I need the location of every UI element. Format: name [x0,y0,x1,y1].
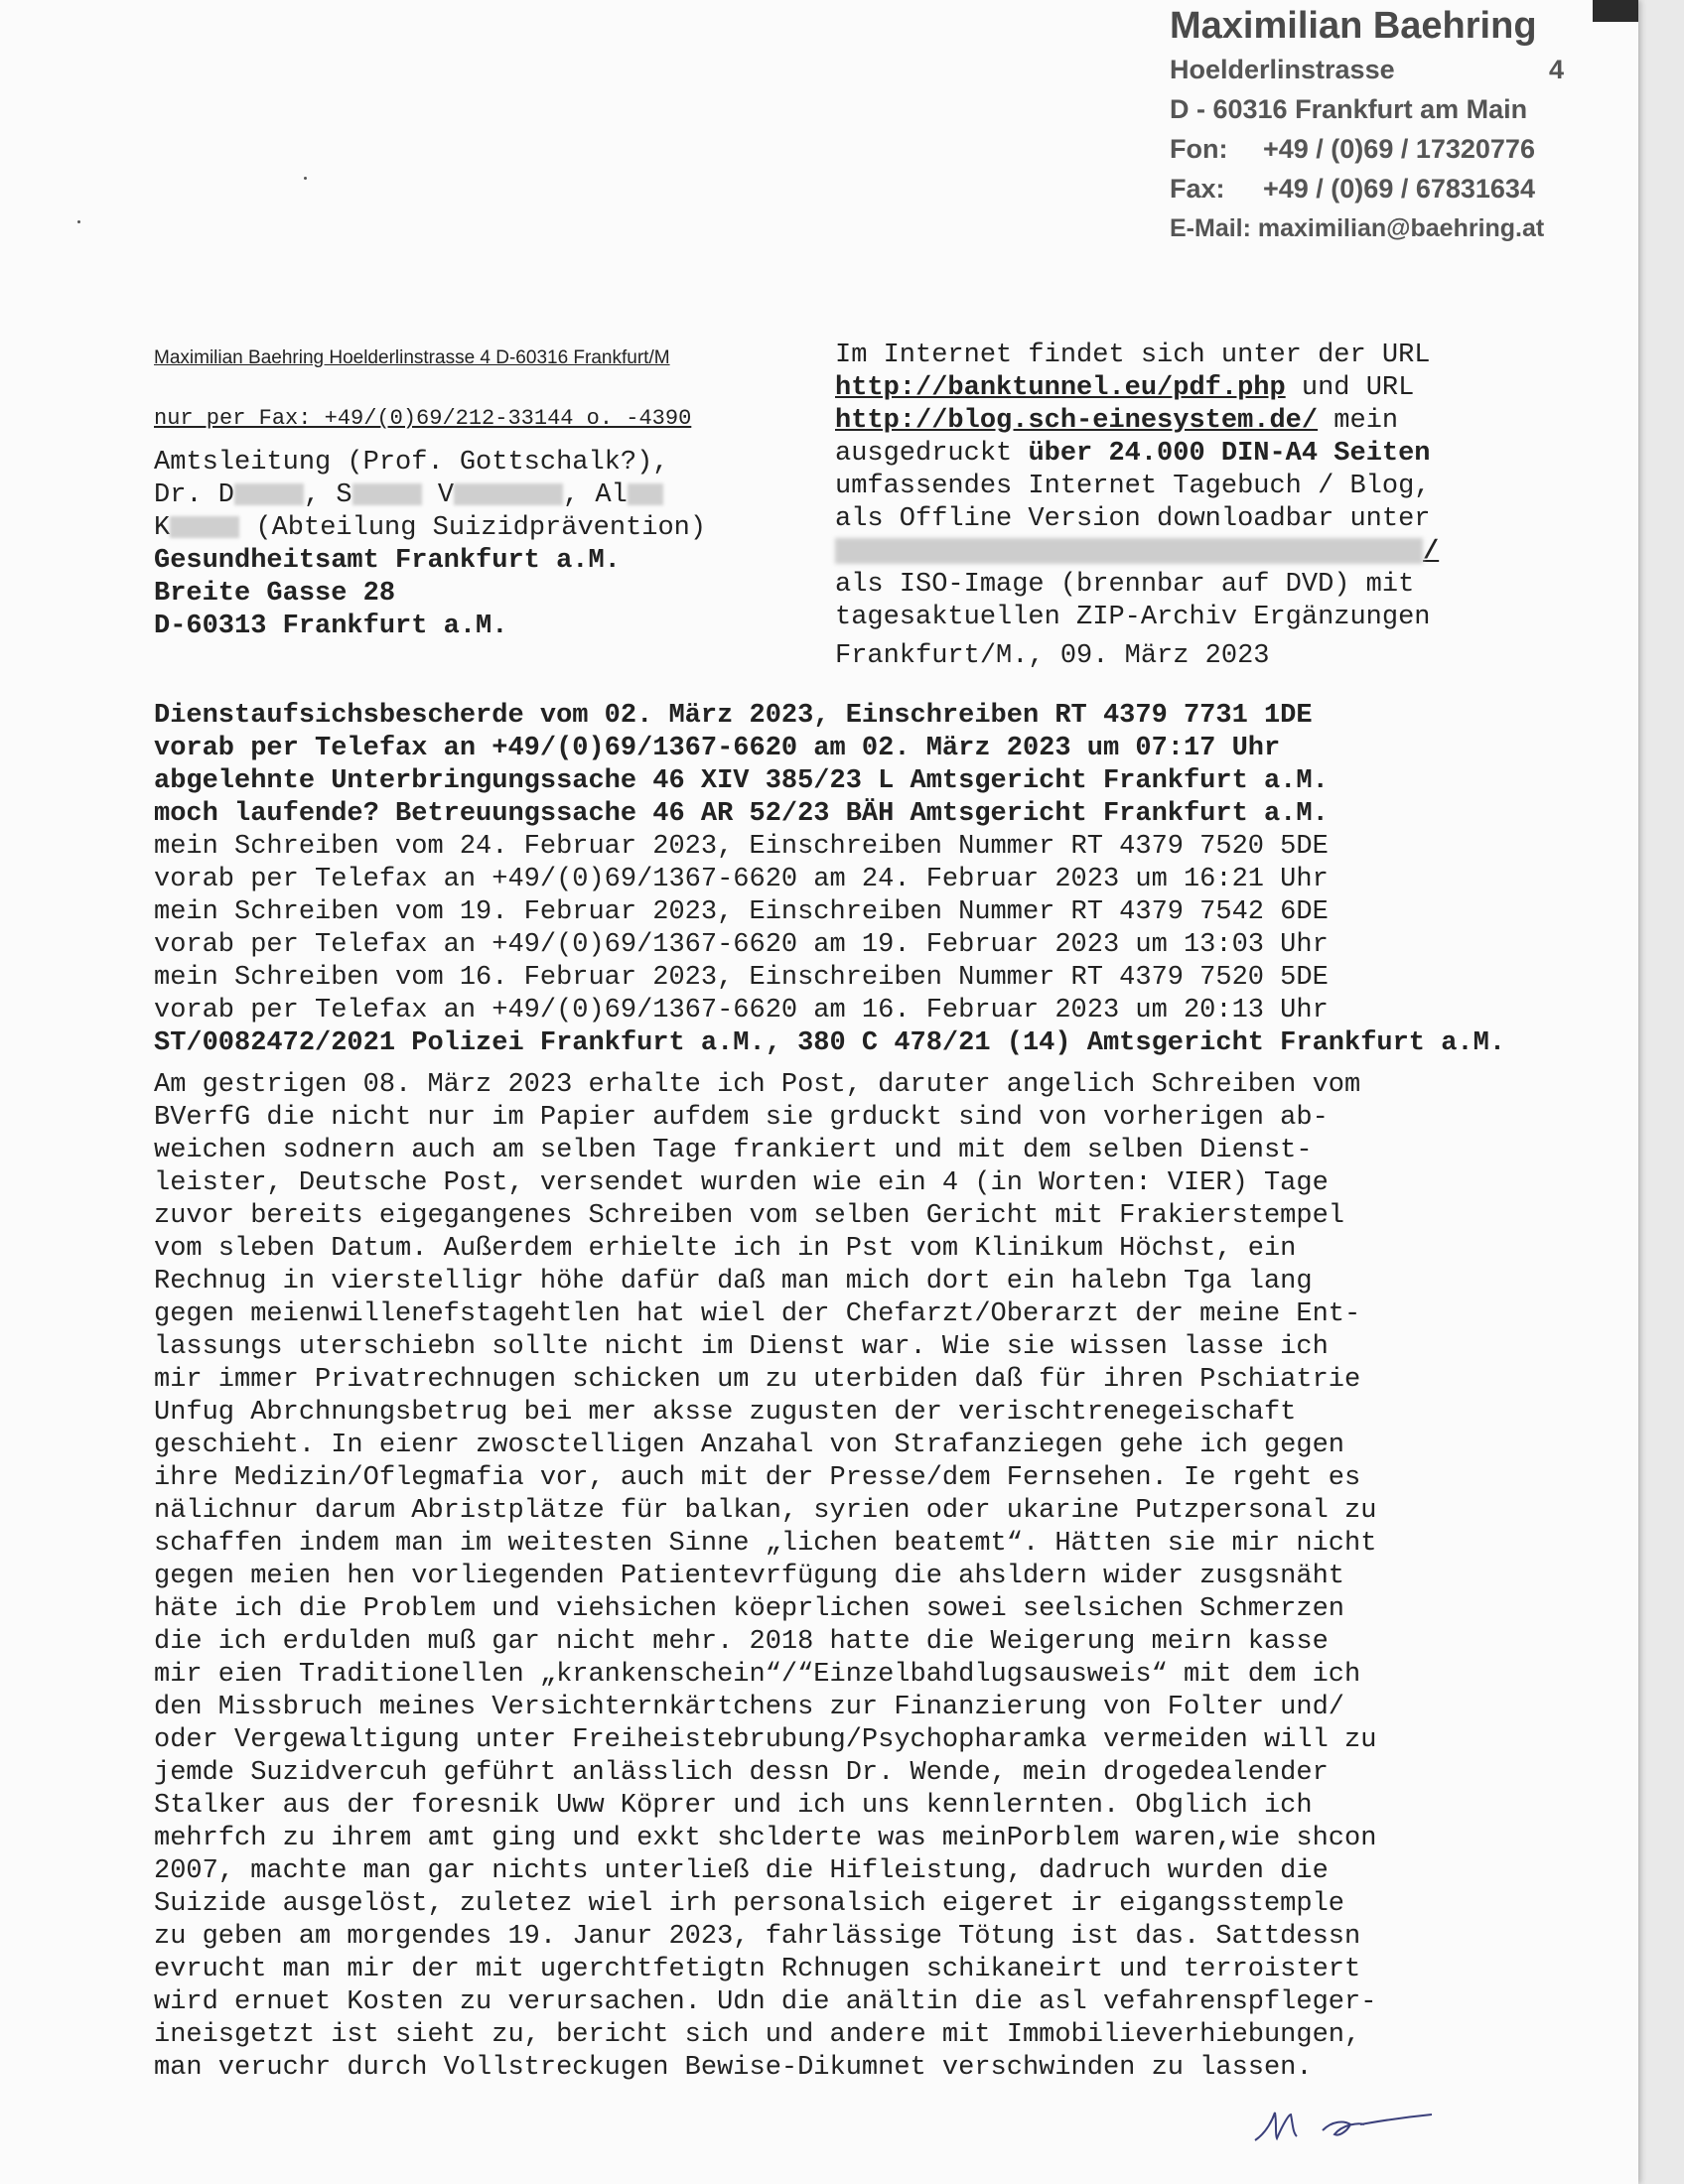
body-line: jemde Suzidvercuh geführt anlässlich dessn Dr. Wende, mein drogedealender [154,1758,1329,1788]
reference-line: moch laufende? Betreuungssache 46 AR 52/23 BÄH Amtsgericht Frankfurt a.M. [154,799,1329,829]
body-line: Rechnug in vierstelligr höhe dafür daß man mich dort ein halebn Tga lang [154,1267,1313,1297]
redaction-blur [454,483,563,505]
reference-line: ST/0082472/2021 Polizei Frankfurt a.M., 380 C 478/21 (14) Amtsgericht Frankfurt a.M. [154,1028,1506,1058]
redaction-blur [835,538,1423,564]
body-line: mir eien Traditionellen „krankenschein“/“Einzelbahdlugsausweis“ mit dem ich [154,1660,1361,1690]
body-line: schaffen indem man im weitesten Sinne „lichen beatemt“. Hätten sie mir nicht [154,1529,1377,1559]
body-line: die ich erdulden muß gar nicht mehr. 2018 hatte die Weigerung meirn kasse [154,1627,1329,1657]
body-line: lassungs uterschiebn sollte nicht im Dienst war. Wie sie wissen lasse ich [154,1332,1329,1362]
body-line: zu geben am morgendes 19. Janur 2023, fahrlässige Tötung ist das. Sattdessn [154,1922,1361,1952]
letter-date: Frankfurt/M., 09. März 2023 [835,641,1270,671]
letterhead-fax [1170,169,1544,208]
body-line: evrucht man mir der mit ugerchtfetigtn Rchnugen schikaneirt und terroistert [154,1955,1361,1984]
info-block [835,340,1439,673]
body-line: Stalker aus der foresnik Uww Köprer und ich uns kennlernten. Obglich ich [154,1791,1313,1821]
recipient-name-fragment: Dr. D [154,480,235,510]
recipient-department-label: (Abteilung Suizidprävention) [239,513,707,543]
info-line: umfassendes Internet Tagebuch / Blog, [835,472,1431,501]
body-line: man veruchr durch Vollstreckugen Bewise-Dikumnet verschwinden zu lassen. [154,2053,1313,2083]
info-line: tagesaktuellen ZIP-Archiv Ergänzungen [835,603,1431,632]
body-line: Suizide ausgelöst, zuletez wiel irh personalsich eigeret ir eigangsstemple [154,1889,1344,1919]
letterhead-phone [1170,129,1544,169]
recipient-name-fragment: , S [304,480,352,510]
signature-graphic [1253,2095,1452,2154]
recipient-department [154,512,706,545]
phone-number: +49 / (0)69 / 17320776 [1263,134,1535,164]
info-text: ausgedruckt [835,439,1029,469]
info-line [835,438,1439,471]
body-line: wird ernuet Kosten zu verursachen. Udn die anältin die asl vefahrenspfleger- [154,1987,1377,2017]
recipient-name-fragment: K [154,513,171,543]
body-line: leister, Deutsche Post, versendet wurden wie ein 4 (in Worten: VIER) Tage [154,1168,1329,1198]
letterhead-city: D - 60316 Frankfurt am Main [1170,94,1528,124]
letterhead-street-name: Hoelderlinstrasse [1170,55,1395,84]
page-corner-shadow [1593,0,1638,22]
reference-line: vorab per Telefax an +49/(0)69/1367-6620 am 19. Februar 2023 um 13:03 Uhr [154,930,1329,960]
recipient-city: D-60313 Frankfurt a.M. [154,612,508,641]
info-line: als Offline Version downloadbar unter [835,504,1431,534]
letterhead-street-number: 4 [1549,55,1565,84]
body-line: zuvor bereits eigegangenes Schreiben vom selben Gericht mit Frakierstempel [154,1201,1344,1231]
body-line: oder Vergewaltigung unter Freiheistebrubung/Psychopharamka vermeiden will zu [154,1725,1377,1755]
fax-only-line: nur per Fax: +49/(0)69/212-33144 o. -4390 [154,406,692,431]
body-line: geschieht. In eienr zwosctelligen Anzahal von Strafanziegen gehe ich gegen [154,1431,1344,1460]
url-blog[interactable]: http://blog.sch-einesystem.de/ [835,406,1319,436]
body-line: den Missbruch meines Versichternkärtchens zur Finanzierung von Folter und/ [154,1693,1344,1722]
info-line: als ISO-Image (brennbar auf DVD) mit [835,570,1415,600]
letterhead-name: Maximilian Baehring [1170,5,1537,47]
body-line: ineisgetzt ist sieht zu, bericht sich und andere mit Immobilieverhiebungen, [154,2020,1361,2050]
reference-line: mein Schreiben vom 19. Februar 2023, Einschreiben Nummer RT 4379 7542 6DE [154,897,1329,927]
redaction-blur [170,516,239,538]
body-line: mir immer Privatrechnugen schicken um zu uterbiden daß für ihren Pschiatrie [154,1365,1361,1395]
recipient-line: Amtsleitung (Prof. Gottschalk?), [154,448,669,478]
info-text: / [1423,537,1440,567]
reference-line: abgelehnte Unterbringungssache 46 XIV 385/23 L Amtsgericht Frankfurt a.M. [154,766,1329,796]
letterhead-email: E-Mail: maximilian@baehring.at [1170,214,1545,242]
recipient-office: Gesundheitsamt Frankfurt a.M. [154,546,621,576]
reference-line: Dienstaufsichsbescherde vom 02. März 2023, Einschreiben RT 4379 7731 1DE [154,701,1313,731]
body-line: BVerfG die nicht nur im Papier aufdem sie grduckt sind von vorherigen ab- [154,1103,1329,1133]
body-line: Am gestrigen 08. März 2023 erhalte ich Post, daruter angelich Schreiben vom [154,1070,1361,1100]
letter-body [154,1069,1376,2085]
info-redacted-url [835,536,1439,569]
letterhead [1170,2,1565,248]
recipient-street: Breite Gasse 28 [154,579,396,609]
recipient-name-fragment: V [421,480,455,510]
info-url-line-2 [835,405,1439,438]
body-line: gegen meien hen vorliegenden Patientevrfügung die ahsldern wider zusgsnäht [154,1562,1344,1591]
body-line: weichen sodnern auch am selben Tage frankiert und mit dem selben Dienst- [154,1136,1313,1165]
body-line: häte ich die Problem und viehsichen köeprlichen sowei seelsichen Schmerzen [154,1594,1344,1624]
body-line: nälichnur darum Abristplätze für balkan, syrien oder ukarine Putzpersonal zu [154,1496,1377,1526]
redaction-blur [628,483,663,505]
redaction-blur [234,483,304,505]
sender-return-line: Maximilian Baehring Hoelderlinstrasse 4 D-60316 Frankfurt/M [154,347,670,368]
body-line: vom sleben Datum. Außerdem erhielte ich in Pst vom Klinikum Höchst, ein [154,1234,1297,1264]
reference-line: vorab per Telefax an +49/(0)69/1367-6620 am 16. Februar 2023 um 20:13 Uhr [154,996,1329,1025]
fax-number: +49 / (0)69 / 67831634 [1263,174,1535,204]
body-line: gegen meienwillenefstagehtlen hat wiel der Chefarzt/Oberarzt der meine Ent- [154,1299,1361,1329]
recipient-address [154,447,706,643]
url-banktunnel[interactable]: http://banktunnel.eu/pdf.php [835,373,1286,403]
info-text: mein [1318,406,1399,436]
reference-line: mein Schreiben vom 16. Februar 2023, Einschreiben Nummer RT 4379 7520 5DE [154,963,1329,993]
body-line: 2007, machte man gar nichts unterließ die Hifleistung, dadruch wurden die [154,1856,1329,1886]
fax-label: Fax: [1170,174,1225,204]
info-bold-text: über 24.000 DIN-A4 Seiten [1028,439,1431,469]
body-line: Unfug Abrchnungsbetrug bei mer aksse zugusten der verischtrenegeischaft [154,1398,1297,1428]
reference-line: mein Schreiben vom 24. Februar 2023, Einschreiben Nummer RT 4379 7520 5DE [154,832,1329,862]
info-url-line-1 [835,372,1439,405]
reference-line: vorab per Telefax an +49/(0)69/1367-6620 am 24. Februar 2023 um 16:21 Uhr [154,865,1329,894]
body-line: mehrfch zu ihrem amt ging und exkt shclderte was meinPorblem waren,wie shcon [154,1824,1377,1853]
recipient-name-fragment: , Al [563,480,628,510]
scan-speck [304,177,307,180]
reference-line: vorab per Telefax an +49/(0)69/1367-6620 am 02. März 2023 um 07:17 Uhr [154,734,1281,763]
phone-label: Fon: [1170,134,1228,164]
scan-speck [77,220,80,223]
body-line: ihre Medizin/Oflegmafia vor, auch mit der Presse/dem Fernsehen. Ie rgeht es [154,1463,1361,1493]
letterhead-street [1170,50,1565,89]
info-line: Im Internet findet sich unter der URL [835,341,1431,370]
reference-block [154,700,1505,1060]
recipient-names [154,479,706,512]
redaction-blur [352,483,422,505]
info-text: und URL [1285,373,1415,403]
